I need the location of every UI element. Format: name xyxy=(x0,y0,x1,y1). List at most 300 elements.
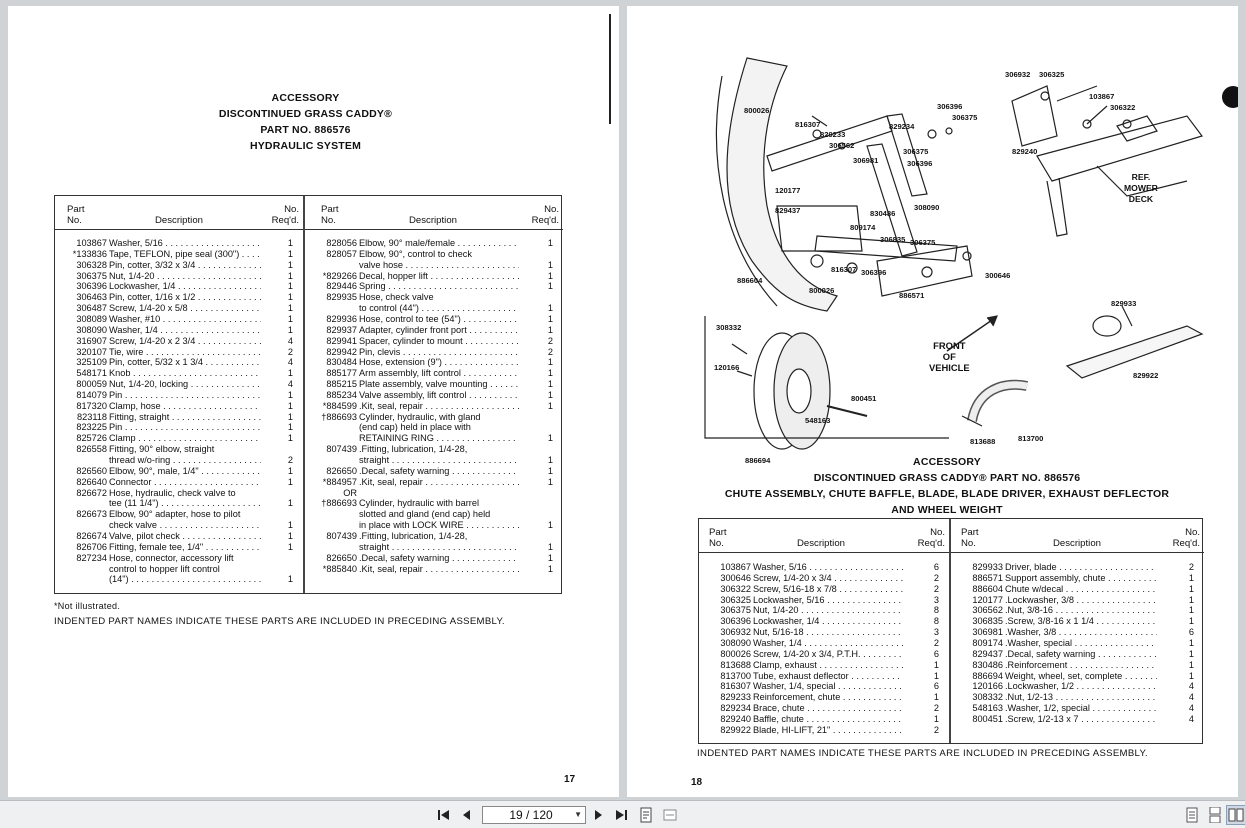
col-header-part: Part No. xyxy=(709,527,727,549)
part-description: thread w/o-ring . . . xyxy=(109,455,261,466)
part-description: Reinforcement, chute . . . xyxy=(753,692,903,703)
table-row xyxy=(699,584,949,595)
part-description: Lockwasher, 5/16 . . . xyxy=(753,595,903,606)
part-description: Nut, 5/16-18 . . . xyxy=(753,627,903,638)
part-number: †886693 xyxy=(321,411,357,422)
table-row xyxy=(951,595,1204,606)
table-row xyxy=(951,573,1204,584)
quantity-required: 1 xyxy=(287,303,293,314)
table-row xyxy=(699,573,949,584)
table-row xyxy=(305,357,563,368)
col-header-part: Part No. xyxy=(321,204,339,226)
table-row xyxy=(305,390,563,401)
part-number: 829941 xyxy=(326,335,357,346)
fit-width-button[interactable] xyxy=(660,805,680,825)
table-row xyxy=(699,725,949,736)
col-header-qty: No. Req'd. xyxy=(1172,527,1200,549)
part-number: 103867 xyxy=(720,562,751,572)
quantity-required: 2 xyxy=(933,724,939,735)
part-description: Screw, 1/4-20 x 3/4 . . . xyxy=(753,573,903,584)
col-header-part: Part No. xyxy=(67,204,85,226)
part-callout: 809174 xyxy=(850,223,876,232)
part-callout: 800451 xyxy=(851,394,877,403)
part-number: 308332 xyxy=(972,692,1003,703)
part-description: Tape, TEFLON, pipe seal (300") . . . xyxy=(109,249,261,260)
part-number: 829233 xyxy=(720,692,751,703)
part-number: 306932 xyxy=(720,627,751,638)
part-number: 325109 xyxy=(76,357,107,368)
part-callout: 308332 xyxy=(716,323,742,332)
quantity-required: 8 xyxy=(933,605,939,616)
quantity-required: 1 xyxy=(547,389,553,400)
part-number: 306562 xyxy=(972,605,1003,616)
part-description: Screw, 1/4-20 x 2 3/4 . . . xyxy=(109,336,261,347)
table-row xyxy=(55,336,303,347)
part-number: *884599 xyxy=(322,400,357,411)
part-number: 316907 xyxy=(76,335,107,346)
part-description: Decal, hopper lift . . . xyxy=(359,271,519,282)
part-number: 826650 xyxy=(326,552,357,563)
table-row xyxy=(951,671,1204,682)
exploded-parts-diagram xyxy=(627,6,1238,466)
quantity-required: 1 xyxy=(287,270,293,281)
part-description: .Kit, seal, repair . . . xyxy=(359,564,519,575)
part-number: 829942 xyxy=(326,346,357,357)
first-page-button[interactable] xyxy=(434,805,454,825)
table-row xyxy=(951,584,1204,595)
part-description: Valve, pilot check . . . xyxy=(109,531,261,542)
part-description: in place with LOCK WIRE . . . xyxy=(359,520,519,531)
table-row xyxy=(305,520,563,531)
table-row xyxy=(951,714,1204,725)
part-number: 830486 xyxy=(972,659,1003,670)
part-description: Elbow, 90° adapter, hose to pilot xyxy=(109,509,241,520)
table-row xyxy=(55,390,303,401)
part-number: 885215 xyxy=(326,379,357,390)
table-row xyxy=(305,498,563,509)
page-indicator: 19 / 120 xyxy=(509,808,553,822)
quantity-required: 1 xyxy=(1188,616,1194,627)
part-description: Adapter, cylinder front port . . . xyxy=(359,325,519,336)
quantity-required: 1 xyxy=(287,238,293,248)
quantity-required: 2 xyxy=(933,703,939,714)
part-callout: 829437 xyxy=(775,206,801,215)
fit-page-button[interactable] xyxy=(636,805,656,825)
quantity-required: 1 xyxy=(547,563,553,574)
part-number: 886694 xyxy=(972,670,1003,681)
col-header-desc: Description xyxy=(1053,538,1101,549)
part-description: Weight, wheel, set, complete . . . xyxy=(1005,671,1157,682)
part-number: 120166 xyxy=(972,681,1003,692)
part-description: .Reinforcement . . . xyxy=(1005,660,1157,671)
quantity-required: 1 xyxy=(1188,637,1194,648)
part-description: Baffle, chute . . . xyxy=(753,714,903,725)
table-row xyxy=(305,466,563,477)
table-row xyxy=(305,422,563,433)
table-row xyxy=(699,703,949,714)
part-number: *829266 xyxy=(322,270,357,281)
part-callout: 306375 xyxy=(903,147,929,156)
chevron-down-icon: ▼ xyxy=(574,810,582,819)
quantity-required: 1 xyxy=(547,455,553,465)
quantity-required: 6 xyxy=(933,648,939,659)
col-header-desc: Description xyxy=(797,538,845,549)
part-description: slotted and gland (end cap) held xyxy=(359,509,491,520)
part-callout: 306835 xyxy=(880,235,906,244)
last-page-icon xyxy=(614,809,628,821)
quantity-required: 1 xyxy=(933,659,939,670)
part-callout: 800026 xyxy=(809,286,835,295)
next-page-button[interactable] xyxy=(589,805,609,825)
table-row xyxy=(305,260,563,271)
indent-note: INDENTED PART NAMES INDICATE THESE PARTS ARE INCLUDED IN PRECEDING ASSEMBLY. xyxy=(697,748,1148,759)
heading-line: PART NO. 886576 xyxy=(260,124,351,136)
part-description: Elbow, 90°, control to check xyxy=(359,248,472,259)
part-description: Chute w/decal . . . xyxy=(1005,584,1157,595)
part-description: Nut, 1/4-20 . . . xyxy=(753,605,903,616)
table-row xyxy=(55,466,303,477)
part-description: straight . . . xyxy=(359,542,519,553)
table-row xyxy=(55,509,303,520)
part-number: 809174 xyxy=(972,637,1003,648)
col-header-qty: No. Req'd. xyxy=(917,527,945,549)
quantity-required: 1 xyxy=(547,379,553,390)
part-number: 120177 xyxy=(972,594,1003,605)
quantity-required: 1 xyxy=(547,465,553,476)
part-description: Washer, 5/16 . . . xyxy=(109,238,261,249)
heading-line: CHUTE ASSEMBLY, CHUTE BAFFLE, BLADE, BLADE DRIVER, EXHAUST DEFLECTOR xyxy=(724,488,1170,500)
quantity-required: 1 xyxy=(287,368,293,379)
quantity-required: 4 xyxy=(287,357,293,368)
table-row xyxy=(55,347,303,358)
page-number: 18 xyxy=(691,777,703,788)
part-description: (end cap) held in place with xyxy=(359,422,471,433)
part-description: Pin, cotter, 1/16 x 1/2 . . . xyxy=(109,292,261,303)
heading-line: DISCONTINUED GRASS CADDY® xyxy=(218,108,393,120)
quantity-required: 1 xyxy=(287,465,293,476)
part-number: 308090 xyxy=(76,324,107,335)
part-number: 829936 xyxy=(326,313,357,324)
part-number: 885177 xyxy=(326,368,357,379)
continuous-page-icon xyxy=(1208,807,1222,823)
quantity-required: 1 xyxy=(1188,605,1194,616)
quantity-required: 1 xyxy=(1188,594,1194,605)
page-17 xyxy=(8,6,619,797)
part-callout: 829234 xyxy=(889,122,915,131)
part-description: Pin . . . xyxy=(109,422,261,433)
quantity-required: 1 xyxy=(287,292,293,303)
part-callout: 829233 xyxy=(820,130,846,139)
fit-width-icon xyxy=(662,807,678,823)
quantity-required: 1 xyxy=(933,692,939,703)
quantity-required: 8 xyxy=(933,616,939,627)
part-number: 829240 xyxy=(720,713,751,724)
table-row xyxy=(951,638,1204,649)
part-description: Lockwasher, 1/4 . . . xyxy=(109,281,261,292)
table-row xyxy=(55,520,303,531)
part-description: Fitting, 90° elbow, straight xyxy=(109,444,215,455)
part-number: 823118 xyxy=(77,411,107,422)
part-number: 103867 xyxy=(76,238,107,248)
quantity-required: 1 xyxy=(547,313,553,324)
part-description: Spacer, cylinder to mount . . . xyxy=(359,336,519,347)
quantity-required: 1 xyxy=(547,281,553,292)
part-number: 807439 xyxy=(326,530,357,541)
table-row xyxy=(305,336,563,347)
table-row xyxy=(55,444,303,455)
table-row xyxy=(55,281,303,292)
part-number: 826640 xyxy=(76,476,107,487)
page-number-select[interactable] xyxy=(482,806,586,824)
col-header-desc: Description xyxy=(409,215,457,226)
quantity-required: 4 xyxy=(1188,681,1194,692)
part-number: 817320 xyxy=(76,400,107,411)
table-row xyxy=(699,616,949,627)
part-number: 829933 xyxy=(972,562,1003,572)
viewer-toolbar xyxy=(0,800,1245,828)
table-row xyxy=(55,553,303,564)
quantity-required: 1 xyxy=(547,259,553,270)
part-description: .Screw, 1/2-13 x 7 . . . xyxy=(1005,714,1157,725)
quantity-required: 4 xyxy=(287,379,293,390)
part-callout: 829933 xyxy=(1111,299,1137,308)
heading-line: HYDRAULIC SYSTEM xyxy=(249,140,362,152)
part-number: 800451 xyxy=(972,713,1003,724)
part-number: 800059 xyxy=(76,379,107,390)
table-row xyxy=(699,660,949,671)
part-number: 826558 xyxy=(76,444,107,455)
quantity-required: 1 xyxy=(1188,648,1194,659)
part-description: Fitting, straight . . . xyxy=(109,412,261,423)
parts-table-hydraulic xyxy=(54,195,562,594)
quantity-required: 2 xyxy=(933,572,939,583)
quantity-required: 1 xyxy=(547,400,553,411)
part-callout: 800026 xyxy=(744,106,770,115)
ref-mower-deck-label: REF. MOWER DECK xyxy=(1124,172,1158,204)
part-description: to control (44") . . . xyxy=(359,303,519,314)
table-row xyxy=(305,325,563,336)
quantity-required: 1 xyxy=(287,389,293,400)
part-description: Pin, clevis . . . xyxy=(359,347,519,358)
part-description: .Washer, 3/8 . . . xyxy=(1005,627,1157,638)
part-number: 814079 xyxy=(76,389,107,400)
previous-page-button[interactable] xyxy=(456,805,476,825)
indent-note: INDENTED PART NAMES INDICATE THESE PARTS ARE INCLUDED IN PRECEDING ASSEMBLY. xyxy=(54,616,505,627)
part-description: tee (11 1/4") . . . xyxy=(109,498,261,509)
part-callout: 548163 xyxy=(805,416,831,425)
table-row xyxy=(55,271,303,282)
part-callout: 103867 xyxy=(1089,92,1115,101)
part-description: RETAINING RING . . . xyxy=(359,433,519,444)
quantity-required: 1 xyxy=(287,498,293,509)
table-row xyxy=(55,477,303,488)
part-description: Hose, extension (9") . . . xyxy=(359,357,519,368)
part-description: .Washer, special . . . xyxy=(1005,638,1157,649)
quantity-required: 1 xyxy=(1188,659,1194,670)
table-row xyxy=(305,444,563,455)
table-row xyxy=(55,488,303,499)
table-row xyxy=(699,649,949,660)
part-number: 816307 xyxy=(720,681,751,692)
part-description: Screw, 5/16-18 x 7/8 . . . xyxy=(753,584,903,595)
quantity-required: 2 xyxy=(933,583,939,594)
part-number: 306396 xyxy=(76,281,107,292)
last-page-button[interactable] xyxy=(611,805,631,825)
part-number: 306322 xyxy=(720,583,751,594)
part-number: 306981 xyxy=(972,627,1003,638)
part-callout: 813688 xyxy=(970,437,996,446)
part-number: 306835 xyxy=(972,616,1003,627)
part-callout: 829922 xyxy=(1133,371,1159,380)
table-row xyxy=(55,455,303,466)
quantity-required: 1 xyxy=(547,520,553,531)
quantity-required: 4 xyxy=(287,335,293,346)
table-header xyxy=(55,196,303,230)
scan-edge-line xyxy=(609,14,611,124)
table-row xyxy=(55,422,303,433)
table-row xyxy=(305,564,563,575)
part-description: .Decal, safety warning . . . xyxy=(359,466,519,477)
table-row xyxy=(55,401,303,412)
part-number: 308090 xyxy=(720,637,751,648)
part-callout: 306375 xyxy=(952,113,978,122)
part-description: Driver, blade . . . xyxy=(1005,562,1157,573)
table-row xyxy=(305,553,563,564)
continuous-view-button[interactable] xyxy=(1205,805,1225,825)
quantity-required: 1 xyxy=(287,476,293,487)
table-row xyxy=(699,605,949,616)
table-row xyxy=(305,455,563,466)
table-row xyxy=(55,379,303,390)
part-description: Screw, 1/4-20 x 5/8 . . . xyxy=(109,303,261,314)
part-callout: 306396 xyxy=(937,102,963,111)
quantity-required: 1 xyxy=(547,324,553,335)
table-header xyxy=(951,519,1204,553)
quantity-required: 2 xyxy=(933,637,939,648)
table-row xyxy=(305,509,563,520)
part-description: Hose, hydraulic, check valve to xyxy=(109,487,236,498)
heading-line: ACCESSORY xyxy=(271,92,340,104)
next-page-icon xyxy=(594,809,604,821)
part-number: 829234 xyxy=(720,703,751,714)
part-number: 306325 xyxy=(720,594,751,605)
page-number: 17 xyxy=(564,774,576,785)
part-description: Washer, 1/4 . . . xyxy=(109,325,261,336)
part-description: Clamp, hose . . . xyxy=(109,401,261,412)
part-description: straight . . . xyxy=(359,455,519,466)
quantity-required: 2 xyxy=(547,335,553,346)
table-row xyxy=(305,347,563,358)
two-page-view-button[interactable] xyxy=(1226,805,1245,825)
table-row xyxy=(951,660,1204,671)
table-row xyxy=(951,703,1204,714)
part-description: .Nut, 3/8-16 . . . xyxy=(1005,605,1157,616)
part-callout: 813700 xyxy=(1018,434,1044,443)
table-row xyxy=(55,249,303,260)
table-row xyxy=(305,433,563,444)
part-number: 829437 xyxy=(972,648,1003,659)
part-number: 825726 xyxy=(76,433,107,444)
table-row xyxy=(305,281,563,292)
table-row xyxy=(55,368,303,379)
part-description: Cylinder, hydraulic, with gland xyxy=(359,411,481,422)
part-description: Washer, 1/4, special . . . xyxy=(753,681,903,692)
part-number: 308089 xyxy=(76,313,107,324)
table-row xyxy=(699,595,949,606)
quantity-required: 1 xyxy=(287,422,293,433)
part-description: check valve . . . xyxy=(109,520,261,531)
part-description: Clamp, exhaust . . . xyxy=(753,660,903,671)
front-of-vehicle-label: FRONT OF VEHICLE xyxy=(929,340,970,373)
first-page-icon xyxy=(437,809,451,821)
table-row xyxy=(55,314,303,325)
part-description: Tie, wire . . . xyxy=(109,347,261,358)
part-number: 827234 xyxy=(76,552,107,563)
part-description: Elbow, 90°, male, 1/4" . . . xyxy=(109,466,261,477)
part-description: Knob . . . xyxy=(109,368,261,379)
part-callout: 120166 xyxy=(714,363,740,372)
quantity-required: 1 xyxy=(1188,670,1194,681)
table-row xyxy=(305,412,563,423)
part-description: .Fitting, lubrication, 1/4-28, xyxy=(359,530,468,541)
part-description: Nut, 1/4-20 . . . xyxy=(109,271,261,282)
part-number: 826674 xyxy=(76,530,107,541)
table-column-left xyxy=(699,519,949,743)
table-row xyxy=(55,574,303,585)
part-description: Spring . . . xyxy=(359,281,519,292)
quantity-required: 1 xyxy=(933,670,939,681)
part-number: 886604 xyxy=(972,583,1003,594)
part-description: control to hopper lift control xyxy=(109,563,220,574)
page-18 xyxy=(627,6,1238,797)
part-description: Washer, 1/4 . . . xyxy=(753,638,903,649)
part-number: *884957 xyxy=(322,476,357,487)
table-row xyxy=(55,238,303,249)
part-description: Fitting, female tee, 1/4" . . . xyxy=(109,542,261,553)
quantity-required: 2 xyxy=(287,455,293,465)
col-header-part: Part No. xyxy=(961,527,979,549)
part-description: .Screw, 3/8-16 x 1 1/4 . . . xyxy=(1005,616,1157,627)
part-callout: 306325 xyxy=(1039,70,1065,79)
col-header-qty: No. Req'd. xyxy=(531,204,559,226)
footnote: *Not illustrated. xyxy=(54,601,121,611)
part-description: .Decal, safety warning . . . xyxy=(1005,649,1157,660)
quantity-required: 1 xyxy=(933,713,939,724)
part-description: .Nut, 1/2-13 . . . xyxy=(1005,692,1157,703)
table-row xyxy=(55,542,303,553)
table-row xyxy=(951,616,1204,627)
quantity-required: 1 xyxy=(287,411,293,422)
table-row xyxy=(305,531,563,542)
part-description: Clamp . . . xyxy=(109,433,261,444)
single-page-view-button[interactable] xyxy=(1182,805,1202,825)
part-callout: 306396 xyxy=(861,268,887,277)
table-row xyxy=(305,271,563,282)
part-callout: 816307 xyxy=(795,120,821,129)
quantity-required: 1 xyxy=(287,574,293,585)
table-header xyxy=(699,519,949,553)
part-number: 320107 xyxy=(76,346,107,357)
part-number: 548171 xyxy=(76,368,107,379)
quantity-required: 1 xyxy=(287,400,293,411)
part-description: valve hose . . . xyxy=(359,260,519,271)
quantity-required: 1 xyxy=(287,281,293,292)
quantity-required: 2 xyxy=(287,346,293,357)
quantity-required: 1 xyxy=(547,552,553,563)
part-description: Pin, cotter, 3/32 x 3/4 . . . xyxy=(109,260,261,271)
part-number: 829922 xyxy=(720,724,751,735)
part-number: 826672 xyxy=(76,487,107,498)
